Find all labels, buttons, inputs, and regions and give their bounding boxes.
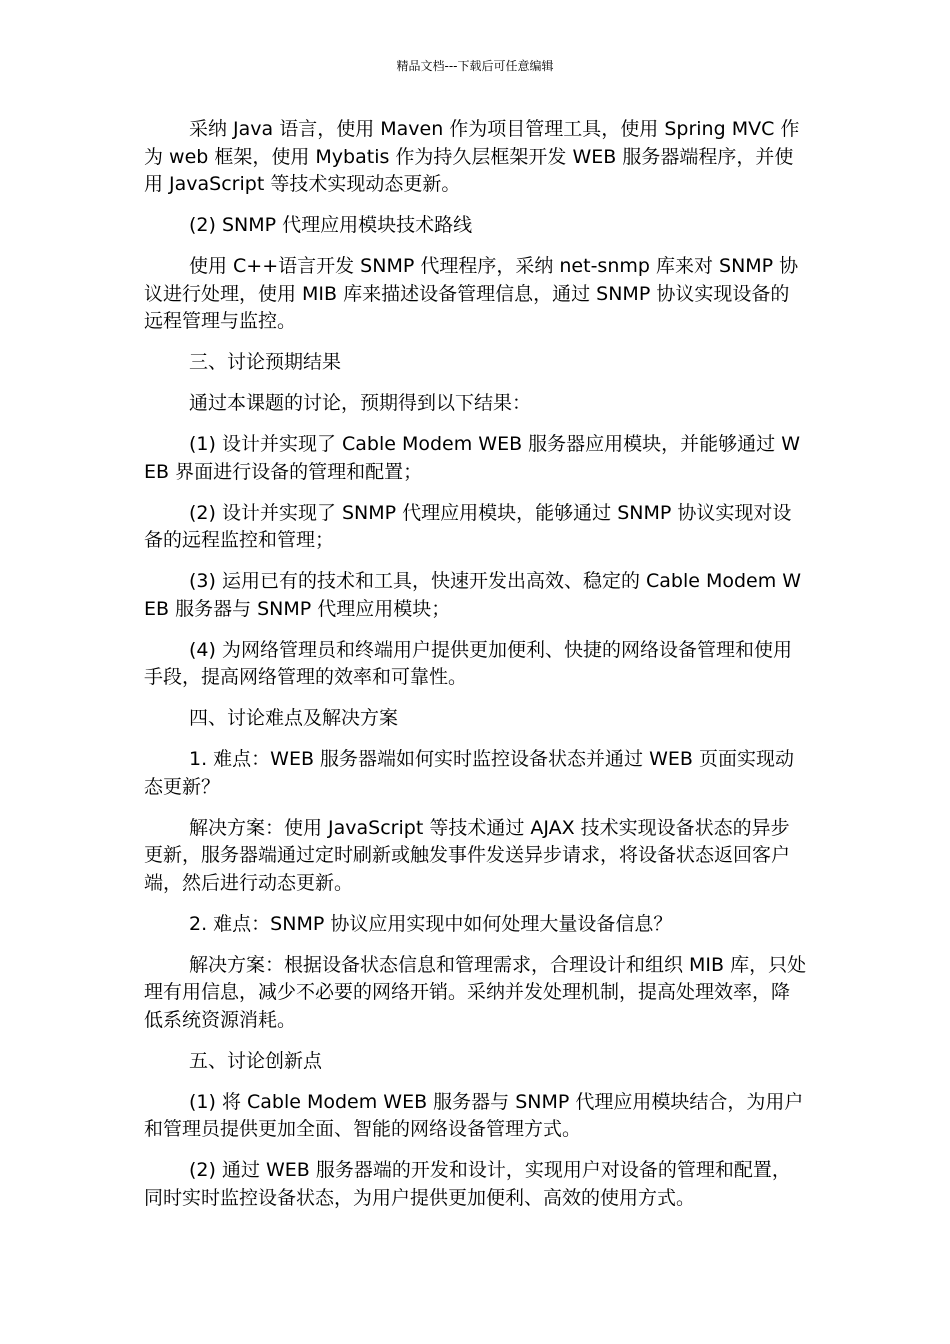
page-header: 精品文档---下载后可任意编辑	[396, 59, 554, 73]
result-item-1: (1) 设计并实现了 Cable Modem WEB 服务器应用模块，并能够通过 WEB 界面进行设备的管理和配置；	[144, 433, 800, 483]
paragraph-snmp-stack: 使用 C++语言开发 SNMP 代理程序，采纳 net-snmp 库来对 SNMP 协议进行处理，使用 MIB 库来描述设备管理信息，通过 SNMP 协议实现设备的远程管理与监控。	[144, 255, 799, 332]
section-heading-expected-results: 三、讨论预期结果	[189, 351, 342, 373]
result-item-2: (2) 设计并实现了 SNMP 代理应用模块，能够通过 SNMP 协议实现对设备的远程监控和管理；	[144, 501, 792, 551]
innovation-item-2: (2) 通过 WEB 服务器端的开发和设计，实现用户对设备的管理和配置，同时实时监控设备状态，为用户提供更加便利、高效的使用方式。	[144, 1159, 791, 1209]
difficulty-2: 2. 难点：SNMP 协议应用实现中如何处理大量设备信息？	[189, 912, 673, 935]
paragraph-java-stack: 采纳 Java 语言，使用 Maven 作为项目管理工具，使用 Spring MVC 作为 web 框架，使用 Mybatis 作为持久层框架开发 WEB 服务器端程序，并使用 JavaScript 等技术实现动态更新。	[144, 118, 800, 195]
heading-snmp-route: (2) SNMP 代理应用模块技术路线	[189, 214, 473, 236]
difficulty-1: 1. 难点：WEB 服务器端如何实时监控设备状态并通过 WEB 页面实现动态更新？	[144, 748, 794, 798]
solution-1: 解决方案：使用 JavaScript 等技术通过 AJAX 技术实现设备状态的异步更新，服务器端通过定时刷新或触发事件发送异步请求，将设备状态返回客户端，然后进行动态更新。	[144, 816, 791, 894]
paragraph-results-intro: 通过本课题的讨论，预期得到以下结果：	[189, 392, 532, 414]
result-item-4: (4) 为网络管理员和终端用户提供更加便利、快捷的网络设备管理和使用手段，提高网络管理的效率和可靠性。	[144, 638, 792, 688]
section-heading-innovations: 五、讨论创新点	[189, 1049, 323, 1072]
result-item-3: (3) 运用已有的技术和工具，快速开发出高效、稳定的 Cable Modem WEB 服务器与 SNMP 代理应用模块；	[144, 570, 802, 620]
solution-2: 解决方案：根据设备状态信息和管理需求，合理设计和组织 MIB 库，只处理有用信息，减少不必要的网络开销。采纳并发处理机制，提高处理效率，降低系统资源消耗。	[144, 953, 807, 1031]
section-heading-difficulties: 四、讨论难点及解决方案	[189, 707, 399, 729]
document-body	[144, 116, 808, 1226]
innovation-item-1: (1) 将 Cable Modem WEB 服务器与 SNMP 代理应用模块结合，为用户和管理员提供更加全面、智能的网络设备管理方式。	[144, 1090, 804, 1140]
